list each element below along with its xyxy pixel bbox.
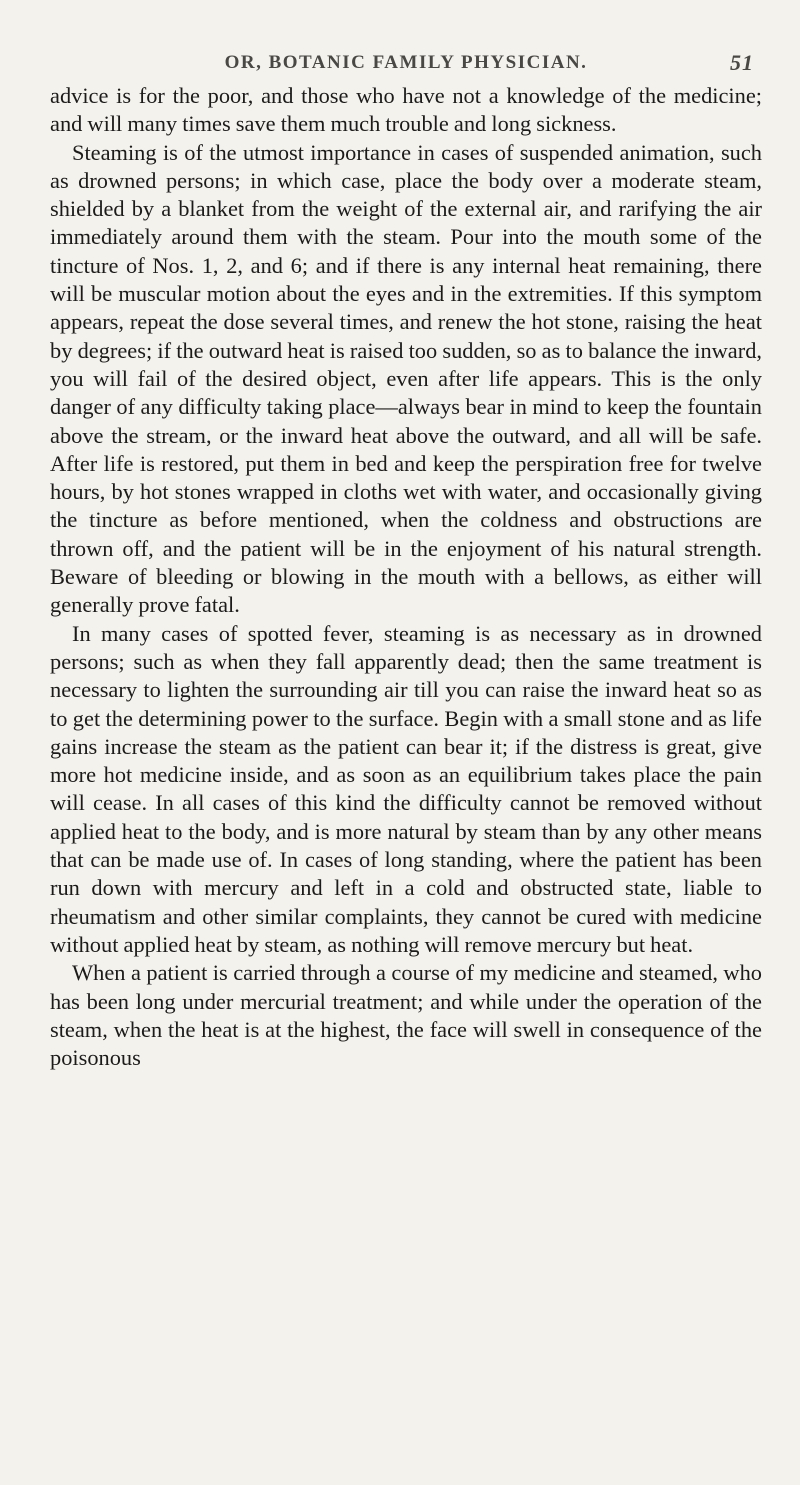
page-number: 51 [730, 50, 754, 75]
paragraph: advice is for the poor, and those who have not a knowledge of the medicine; and will many times save them much trouble and long sickness. [50, 83, 762, 137]
paragraph: In many cases of spotted fever, steaming is as necessary as in drowned persons; such as when they fall apparently dead; then the same treatment is necessary to lighten the surrounding air till you can raise the inward heat so as to get the determining power to the surface. Begin with a small stone and as life gains increase the steam as the patient can bear it; if the distress is great, give more hot medicine inside, and as soon as an equilibrium takes place the pain will cease. In all cases of this kind the difficulty cannot be removed without applied heat to the body, and is more natural by steam than by any other means that can be made use of. In cases of long standing, where the patient has been run down with mercury and left in a cold and obstructed state, liable to rheumatism and other similar complaints, they cannot be cured with medicine without applied heat by steam, as nothing will remove mercury but heat. [50, 620, 762, 957]
body-text [50, 82, 762, 1072]
running-title: OR, BOTANIC FAMILY PHYSICIAN. [224, 52, 588, 73]
running-head [50, 52, 762, 92]
paragraph: Steaming is of the utmost importance in cases of suspended animation, such as drowned persons; in which case, place the body over a moderate steam, shielded by a blanket from the weight of the external air, and rarifying the air immediately around them with the steam. Pour into the mouth some of the tincture of Nos. 1, 2, and 6; and if there is any internal heat remaining, there will be muscular motion about the eyes and in the extremities. If this symptom appears, repeat the dose several times, and renew the hot stone, raising the heat by degrees; if the outward heat is raised too sudden, so as to balance the inward, you will fail of the desired object, even after life appears. This is the only danger of any difficulty taking place—always bear in mind to keep the fountain above the stream, or the inward heat above the outward, and all will be safe. After life is restored, put them in bed and keep the perspiration free for twelve hours, by hot stones wrapped in cloths wet with water, and occasionally giving the tincture as before mentioned, when the coldness and obstructions are thrown off, and the patient will be in the enjoyment of his natural strength. Beware of bleeding or blowing in the mouth with a bellows, as either will generally prove fatal. [50, 139, 762, 618]
paragraph: When a patient is carried through a course of my medicine and steamed, who has been long under mercurial treatment; and while under the operation of the steam, when the heat is at the highest, the face will swell in consequence of the poisonous [50, 960, 762, 1071]
